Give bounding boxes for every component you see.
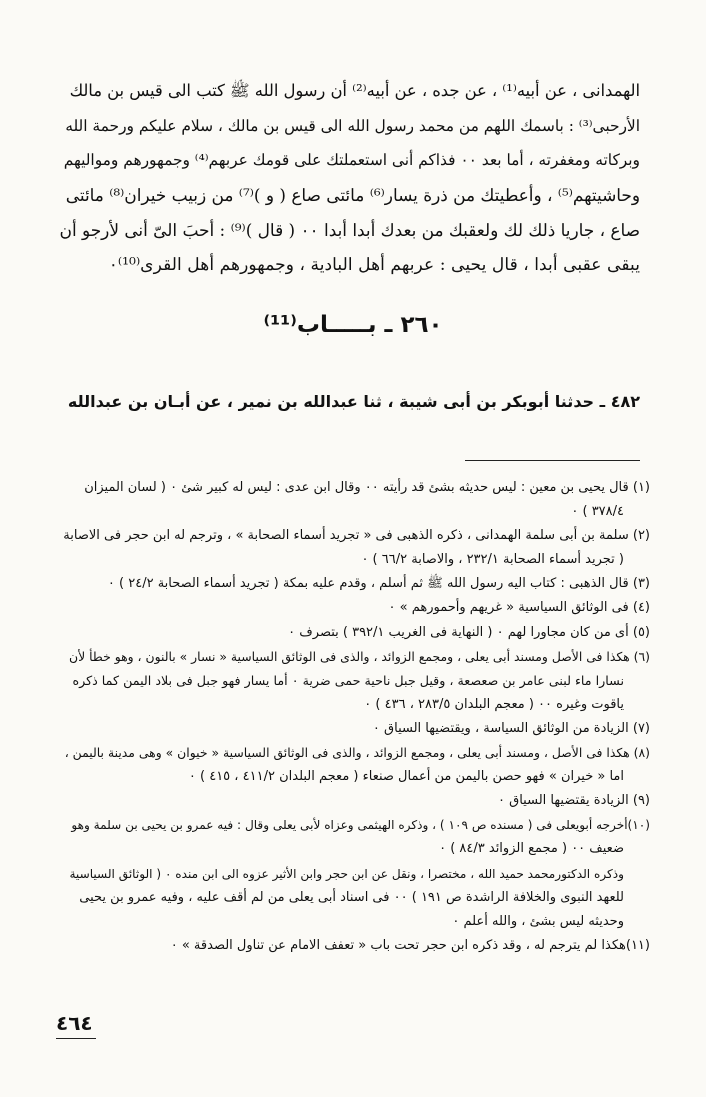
- footnote-line: (٧) الزيادة من الوثائق السياسة ، ويقتضيها السياق ٠: [372, 720, 650, 736]
- footnote-line: وحديثه ليس بشئ ، والله أعلم ٠: [452, 913, 624, 929]
- footnote-line: (١١)هكذا لم يترجم له ، وقد ذكره ابن حجر تحت باب « تعفف الامام عن تناول الصدقة » ٠: [170, 937, 650, 953]
- footnote-line: للعهد النبوى والخلافة الراشدة ص ١٩١ ) ٠٠ فى اسناد أبى يعلى من لم أقف عليه ، وفيه عمرو بن يحيى: [79, 889, 624, 905]
- footnote-line: ضعيف ٠٠ ( مجمع الزوائد ٨٤/٣ ) ٠: [439, 841, 624, 857]
- main-text-line: وحاشيتهم⁽⁵⁾ ، وأعطيتك من ذرة يسار⁽⁶⁾ مائتى صاع ( و )⁽⁷⁾ من زبيب خيران⁽⁸⁾ مائتى: [65, 185, 640, 206]
- footnote-line: نسارا ماء لبنى عامر بن صعصعة ، وقيل جبل ناحية حمى ضرية ٠ أما يسار فهو جبل فى بلاد اليمن كما ذكره: [72, 672, 624, 688]
- footnote-line: (١) قال يحيى بن معين : ليس حديثه بشئ قد رأيته ٠٠ وقال ابن عدى : ليس له كبير شئ ٠ ( لسان الميزان: [84, 480, 650, 495]
- footnote-line: (٢) سلمة بن أبى سلمة الهمدانى ، ذكره الذهبى فى « تجريد أسماء الصحابة » ، وترجم له ابن حجر فى الاصابة: [63, 528, 650, 544]
- footnote-line: ٣٧٨/٤ ) ٠: [571, 504, 624, 520]
- chapter-heading: ٢٦٠ ـ بـــــاب⁽¹¹⁾: [263, 312, 443, 338]
- footnote-line: (٩) الزيادة يقتضيها السياق ٠: [498, 793, 650, 809]
- footnote-line: (١٠)أخرجه أبويعلى فى ( مسنده ص ١٠٩ ) ، وذكره الهيثمى وعزاه لأبى يعلى وقال : فيه عمرو بن يحيى بن سلمة وهو: [71, 818, 650, 833]
- footnote-line: ( تجريد أسماء الصحابة ٢٣٢/١ ، والاصابة ٦٦/٢ ) ٠: [361, 552, 624, 568]
- page-number: ٤٦٤: [56, 1011, 93, 1035]
- footnote-line: وذكره الدكتورمحمد حميد الله ، مختصرا ، ونقل عن ابن حجر وابن الأثير عزوه الى ابن منده ٠ ( الوثائق السياسية: [69, 866, 624, 881]
- page-number-underline: [56, 1038, 96, 1039]
- footnote-line: (٥) أى من كان مجاورا لهم ٠ ( النهاية فى الغريب ٣٩٢/١ ) بتصرف ٠: [288, 624, 650, 640]
- main-text-block: [60, 74, 640, 282]
- main-text-line: يبقى عقبى أبدا ، قال يحيى : عربهم أهل البادية ، وجمهورهم أهل القرى⁽¹⁰⁾٠: [108, 254, 640, 275]
- main-text-line: صاع ، جاريا ذلك لك ولعقبك من بعدك أبدا أبدا ٠٠ ( قال )⁽⁹⁾ : أحبَ الىّ أنى لأرجو أن: [59, 219, 640, 240]
- footnotes-block: [60, 476, 650, 958]
- footnote-line: (٦) هكذا فى الأصل ومسند أبى يعلى ، ومجمع الزوائد ، والذى فى الوثائق السياسية « نسار » بالنون ، وهو خطأ لأن: [69, 648, 650, 664]
- hadith-opening-line: ٤٨٢ ـ حدثنا أبوبكر بن أبى شيبة ، ثنا عبدالله بن نمير ، عن أبـان بن عبدالله: [67, 392, 640, 411]
- footnote-line: (٨) هكذا فى الأصل ، ومسند أبى يعلى ، ومجمع الزوائد ، والذى فى الوثائق السياسية « خيوان » وهى مدينة باليمن ،: [64, 745, 650, 761]
- footnote-line: اما « خيران » فهو حصن باليمن من أعمال صنعاء ( معجم البلدان ٤١١/٢ ، ٤١٥ ) ٠: [188, 769, 624, 785]
- footnote-separator: [465, 460, 640, 461]
- main-text-line: الهمدانى ، عن أبيه⁽¹⁾ ، عن جده ، عن أبيه⁽²⁾ أن رسول الله ﷺ كتب الى قيس بن مالك: [69, 81, 640, 100]
- footnote-line: (٣) قال الذهبى : كتاب اليه رسول الله ﷺ ثم أسلم ، وقدم عليه بمكة ( تجريد أسماء الصحابة ٢٤/٢ ) ٠: [107, 576, 650, 592]
- footnote-line: (٤) فى الوثائق السياسية « غريهم وأحمورهم » ٠: [388, 600, 650, 616]
- footnote-line: ياقوت وغيره ٠٠ ( معجم البلدان ٢٨٣/٥ ، ٤٣٦ ) ٠: [364, 696, 624, 712]
- main-text-line: وبركاته ومغفرته ، أما بعد ٠٠ فذاكم أنى استعملتك على قومك عربهم⁽⁴⁾ وجمهورهم ومواليهم: [63, 151, 640, 170]
- main-text-line: الأرحبى⁽³⁾ : باسمك اللهم من محمد رسول الله الى قيس بن مالك ، سلام عليكم ورحمة الله: [65, 116, 640, 135]
